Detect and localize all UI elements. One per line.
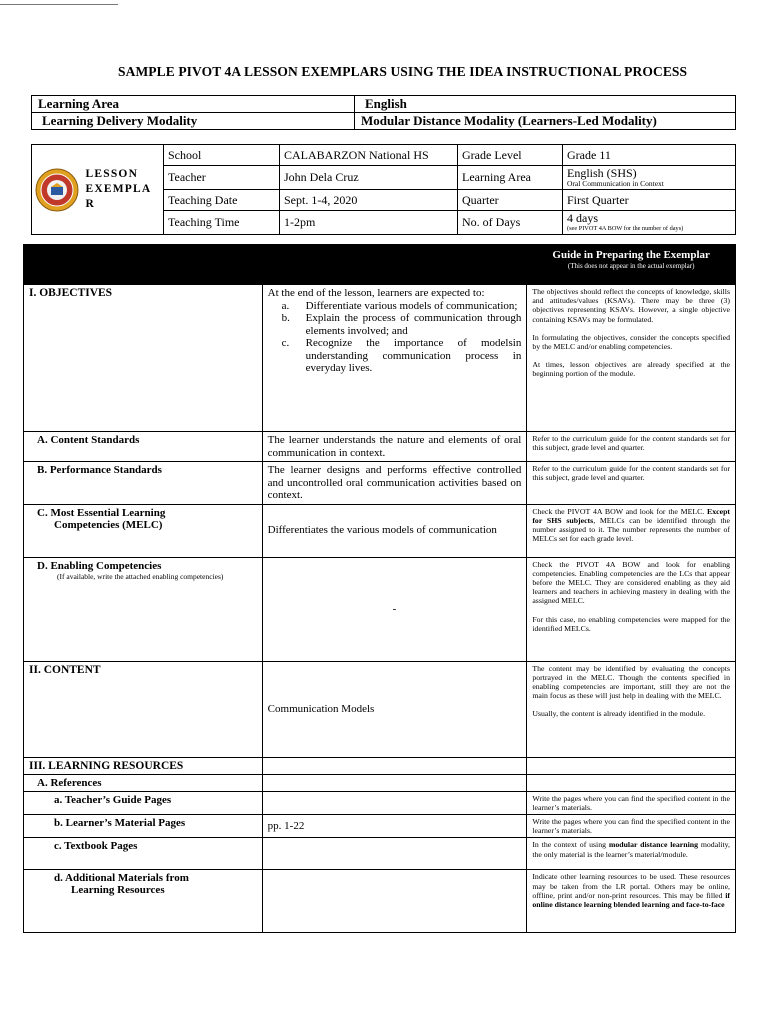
textbook-label: c. Textbook Pages bbox=[24, 838, 263, 870]
lesson-exemplar-label: LESSON EXEMPLA R bbox=[82, 145, 164, 235]
guide-subtitle: (This does not appear in the actual exemplar) bbox=[567, 262, 695, 270]
content-standards-label: A. Content Standards bbox=[24, 432, 263, 462]
list-item: c. Recognize the importance of modelsin understanding communication process in everyday lives. bbox=[281, 337, 522, 374]
modality-value: Modular Distance Modality (Learners-Led Modality) bbox=[355, 113, 736, 130]
list-item: b. Explain the process of communication through elements involved; and bbox=[281, 312, 522, 337]
learning-area-value: English bbox=[355, 96, 736, 113]
references-blank-3 bbox=[527, 774, 736, 791]
school-value: CALABARZON National HS bbox=[280, 145, 458, 166]
list-item: a. Differentiate various models of communication; bbox=[281, 299, 518, 312]
date-value: Sept. 1-4, 2020 bbox=[280, 190, 458, 211]
additional-materials-guide: Indicate other learning resources to be used. These resources may be taken from the LR portal. Others may be online, offline, print and/or non-print resources. This may be filled if online distance learning blended learning and face-to-face bbox=[527, 870, 736, 933]
performance-standards-value: The learner designs and performs effective controlled and uncontrolled oral communication activities based on context. bbox=[262, 462, 527, 505]
objectives-intro: At the end of the lesson, learners are expected to: bbox=[267, 287, 485, 299]
enabling-guide: Check the PIVOT 4A BOW and look for enabling competencies. Enabling competencies are the LCs that appear before the MELC. They are considered enabling as they aid learners and teachers in achieving mastery in dealing with the assigned MELC. For this case, no enabling competencies were mapped for the identified MELCs. bbox=[527, 557, 736, 661]
area-label: Learning Area bbox=[458, 166, 563, 190]
document-title: SAMPLE PIVOT 4A LESSON EXEMPLARS USING THE IDEA INSTRUCTIONAL PROCESS bbox=[118, 64, 688, 79]
additional-materials-label: d. Additional Materials from Learning Resources bbox=[24, 870, 263, 933]
enabling-note: (If available, write the attached enabling competencies) bbox=[57, 571, 224, 581]
content-standards-guide: Refer to the curriculum guide for the content standards set for this subject, grade level and quarter. bbox=[527, 432, 736, 462]
deped-seal-icon bbox=[34, 167, 80, 213]
teacher-label: Teacher bbox=[164, 166, 280, 190]
performance-standards-guide: Refer to the curriculum guide for the content standards set for this subject, grade level and quarter. bbox=[527, 462, 736, 505]
objectives-label: I. OBJECTIVES bbox=[24, 285, 263, 432]
grade-label: Grade Level bbox=[458, 145, 563, 166]
teachers-guide-guide: Write the pages where you can find the specified content in the learner’s materials. bbox=[527, 791, 736, 814]
enabling-value: - bbox=[262, 557, 527, 661]
references-blank-2 bbox=[262, 774, 527, 791]
days-value-cell bbox=[563, 211, 736, 235]
melc-label: C. Most Essential Learning Competencies (MELC) bbox=[24, 504, 263, 557]
references-label: A. References bbox=[24, 774, 263, 791]
school-label: School bbox=[164, 145, 280, 166]
textbook-value bbox=[262, 838, 527, 870]
area-sub: Oral Communication in Context bbox=[567, 179, 664, 188]
textbook-guide: In the context of using modular distance learning modality, the only material is the learner’s material/module. bbox=[527, 838, 736, 870]
resources-label: III. LEARNING RESOURCES bbox=[24, 757, 263, 774]
top-rule bbox=[0, 4, 118, 5]
content-label: II. CONTENT bbox=[24, 661, 263, 757]
objectives-list bbox=[282, 300, 522, 375]
performance-standards-label: B. Performance Standards bbox=[24, 462, 263, 505]
logo-cell bbox=[32, 145, 82, 235]
melc-guide: Check the PIVOT 4A BOW and look for the MELC. Except for SHS subjects, MELCs can be identified through the number assigned to it. The number represents the number of MELCs set for each grade level. bbox=[527, 504, 736, 557]
header-blank-2 bbox=[262, 245, 527, 285]
resources-blank-2 bbox=[262, 757, 527, 774]
teacher-value: John Dela Cruz bbox=[280, 166, 458, 190]
guide-title: Guide in Preparing the Exemplar bbox=[552, 249, 710, 261]
date-label: Teaching Date bbox=[164, 190, 280, 211]
grade-value: Grade 11 bbox=[563, 145, 736, 166]
quarter-label: Quarter bbox=[458, 190, 563, 211]
lesson-plan-table bbox=[23, 244, 736, 933]
days-value: 4 days bbox=[567, 211, 598, 225]
modality-label: Learning Delivery Modality bbox=[32, 113, 355, 130]
area-value: English (SHS) bbox=[567, 166, 637, 180]
header-blank-1 bbox=[24, 245, 263, 285]
learners-material-guide: Write the pages where you can find the specified content in the learner’s materials. bbox=[527, 814, 736, 837]
teachers-guide-value bbox=[262, 791, 527, 814]
teachers-guide-label: a. Teacher’s Guide Pages bbox=[24, 791, 263, 814]
objectives-cell bbox=[262, 285, 527, 432]
guide-header bbox=[527, 245, 736, 285]
additional-materials-value bbox=[262, 870, 527, 933]
days-label: No. of Days bbox=[458, 211, 563, 235]
objectives-guide: The objectives should reflect the concepts of knowledge, skills and attitudes/values (KSAVs). There may be three (3) objectives representing KSAVs. However, a single objective containing KSAVs may be formulated. In formulating the objectives, consider the concepts specified by the MELC and/or enabling competencies. At times, lesson objectives are already specified at the beginning portion of the module. bbox=[527, 285, 736, 432]
days-note: (see PIVOT 4A BOW for the number of days) bbox=[567, 225, 684, 232]
content-standards-value: The learner understands the nature and elements of oral communication in context. bbox=[262, 432, 527, 462]
time-value: 1-2pm bbox=[280, 211, 458, 235]
quarter-value: First Quarter bbox=[563, 190, 736, 211]
enabling-label: D. Enabling Competencies bbox=[37, 559, 162, 572]
melc-value: Differentiates the various models of communication bbox=[262, 504, 527, 557]
time-label: Teaching Time bbox=[164, 211, 280, 235]
learners-material-value: pp. 1-22 bbox=[262, 814, 527, 837]
lesson-info-table bbox=[31, 144, 736, 235]
content-value: Communication Models bbox=[262, 661, 527, 757]
header-table bbox=[31, 95, 736, 130]
area-value-cell bbox=[563, 166, 736, 190]
learners-material-label: b. Learner’s Material Pages bbox=[24, 814, 263, 837]
enabling-label-cell bbox=[24, 557, 263, 661]
learning-area-label: Learning Area bbox=[32, 96, 355, 113]
content-guide: The content may be identified by evaluating the concepts portrayed in the MELC. Though the contents specified in enabling competencies are important, still they are not the main focus as these will just help in dealing with the MELC. Usually, the content is already identified in the module. bbox=[527, 661, 736, 757]
resources-blank-3 bbox=[527, 757, 736, 774]
